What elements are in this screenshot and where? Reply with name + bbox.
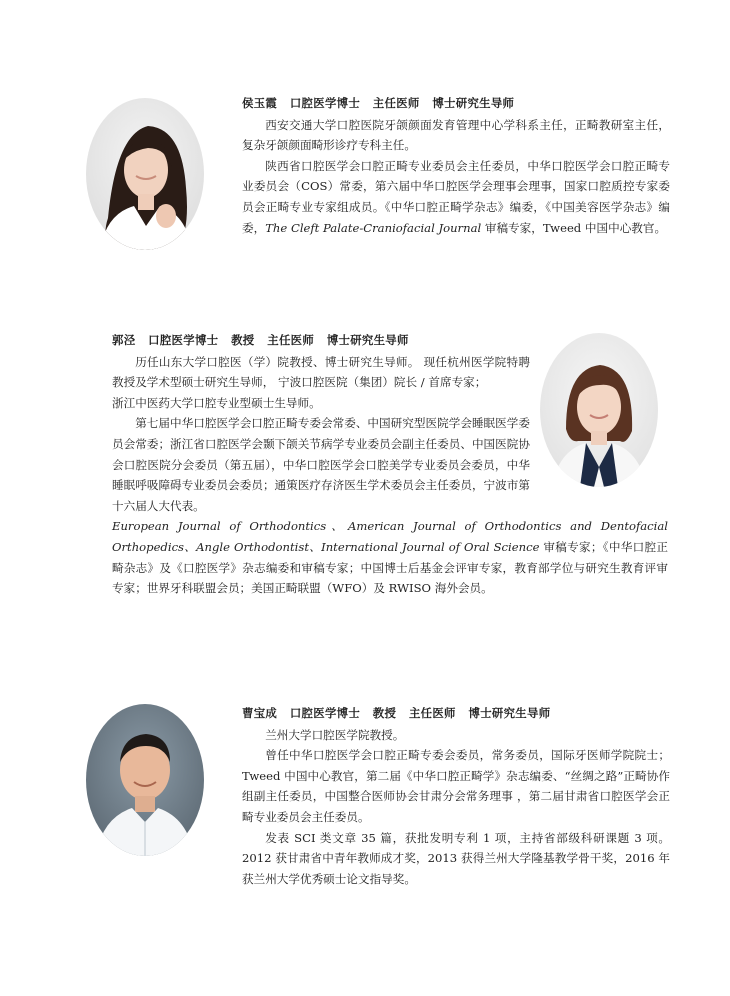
profile-1-journal: The Cleft Palate-Craniofacial Journal [265,220,482,235]
profile-1-paragraph-tail: 审稿专家，Tweed 中国中心教官。 [481,220,667,235]
profile-1-paragraph [242,156,670,238]
profile-1-paragraph: 西安交通大学口腔医院牙颌颜面发育管理中心学科系主任，正畸教研室主任，复杂牙颌颜面畸形诊疗专科主任。 [242,117,670,153]
profile-2-journals-tail: 审稿专家；《中华口腔正畸杂志》及《口腔医学》杂志编委和审稿专家；中国博士后基金会评审专家，教育部学位与研究生教育评审专家；世界牙科联盟会员；美国正畸联盟（WFO）及 RWISO 海外会员。 [112,539,669,596]
portrait-woman-icon [540,333,658,487]
profile-2 [112,330,669,599]
profile-1-title: 侯玉霞 口腔医学博士 主任医师 博士研究生导师 [242,96,515,110]
profile-3-title: 曹宝成 口腔医学博士 教授 主任医师 博士研究生导师 [242,706,551,720]
profile-1 [242,93,670,238]
profile-3-paragraph: 兰州大学口腔医学院教授。 [265,727,405,742]
portrait-photo-3 [86,704,204,856]
portrait-man-icon [86,704,204,856]
profile-2-journal-list: European Journal of Orthodontics、American Journal of Orthodontics and Dentofacial Orthopedics、Angle Orthodontist、International Journal of Oral Science [112,519,668,554]
portrait-woman-icon [86,98,204,250]
profile-3 [242,703,670,889]
profile-2-title: 郭泾 口腔医学博士 教授 主任医师 博士研究生导师 [112,333,409,347]
portrait-photo-1 [86,98,204,250]
profile-3-paragraph: 曾任中华口腔医学会口腔正畸专委会委员，常务委员，国际牙医师学院院士；Tweed 中国中心教官，第二届《中华口腔正畸学》杂志编委、“丝绸之路”正畸协作组副主任委员，中国整合医师协会甘肃分会常务理事 ，第二届甘肃省口腔医学会正畸专业委员会主任委员。 [242,748,670,824]
profile-1-paragraph-text: 陕西省口腔医学会口腔正畸专业委员会主任委员，中华口腔医学会口腔正畸专业委员会（COS）常委，第六届中华口腔医学会理事会理事，国家口腔质控专家委员会正畸专业专家组成员。《中华口腔正畸学杂志》编委，《中国美容医学杂志》编委， [242,158,670,235]
profile-2-paragraph: 第七届中华口腔医学会口腔正畸专委会常委、中国研究型医院学会睡眠医学委员会常委；浙江省口腔医学会颞下颌关节病学专业委员会副主任委员、中国医院协会口腔医院分会委员（第五届），中华口腔医学会口腔美学专业委员会委员，中华睡眠呼吸障碍专业委员会委员；通策医疗存济医生学术委员会主任委员，宁波市第十六届人大代表。 [112,416,530,513]
profile-2-paragraph: 浙江中医药大学口腔专业型硕士生导师。 [112,395,321,410]
profile-2-paragraph: 历任山东大学口腔医（学）院教授、博士研究生导师。 现任杭州医学院特聘教授及学术型硕士研究生导师， 宁波口腔医院（集团）院长 / 首席专家； [112,354,530,390]
portrait-photo-2 [540,333,658,487]
profile-3-paragraph: 发表 SCI 类文章 35 篇，获批发明专利 1 项，主持省部级科研课题 3 项。2012 获甘肃省中青年教师成才奖，2013 获得兰州大学隆基教学骨干奖，2016 年获兰州大学优秀硕士论文指导奖。 [242,830,670,886]
profile-2-journals [112,516,668,598]
